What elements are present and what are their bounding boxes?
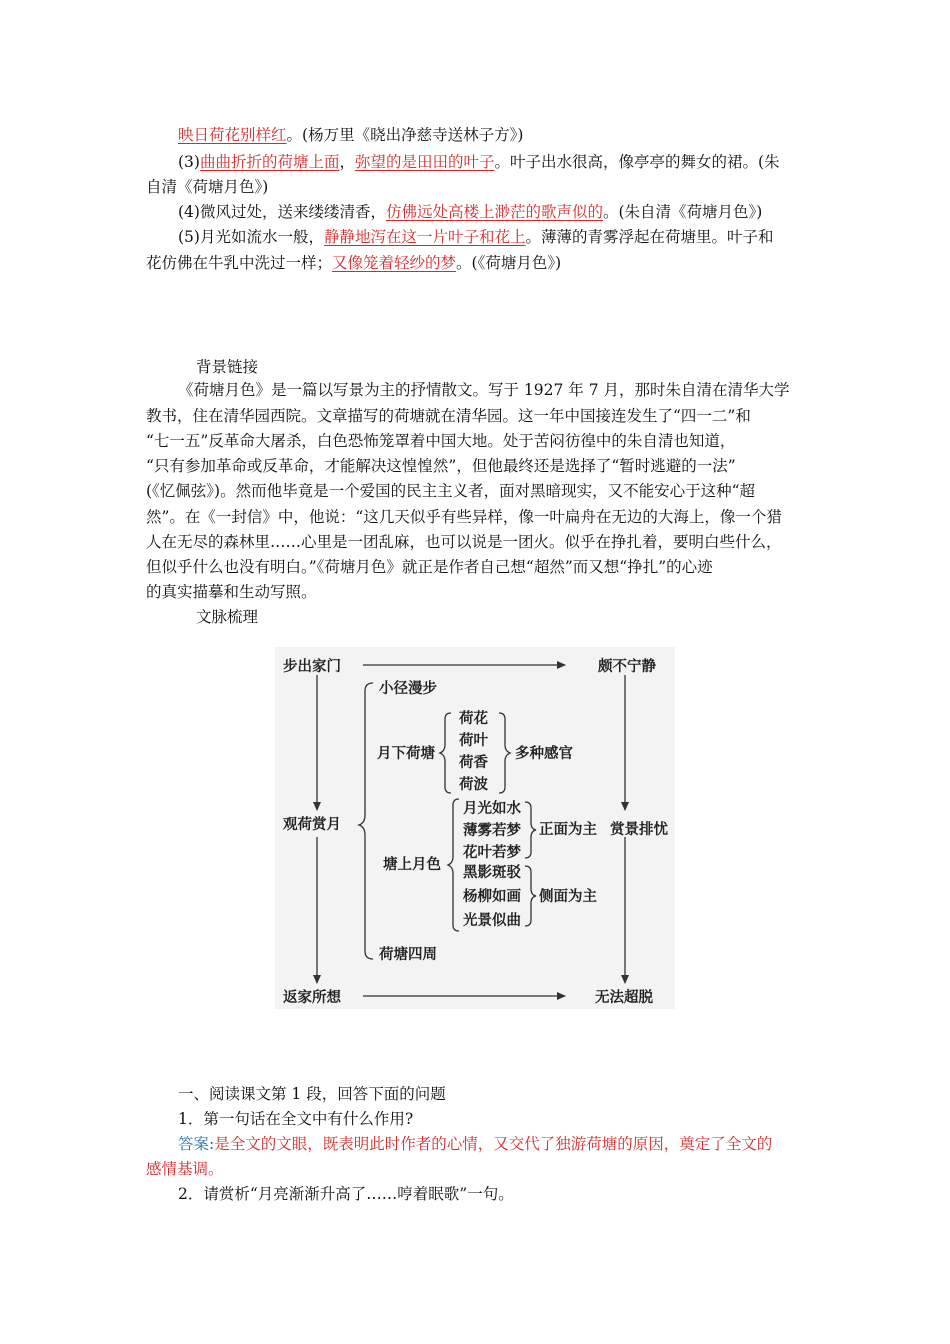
quote-source: 。(《荷塘月色》) xyxy=(456,254,562,272)
quote-text: 花仿佛在牛乳中洗过一样； xyxy=(146,254,333,272)
diagram-start: 步出家门 xyxy=(283,659,341,675)
answer-1 xyxy=(178,1133,772,1155)
diagram-side-item: 黑影斑驳 xyxy=(463,865,521,881)
quote-5-line2 xyxy=(146,252,561,274)
quote-text: 。叶子出水很高，像亭亭的舞女的裙。(朱 xyxy=(494,153,780,171)
quote-underlined: 仿佛远处高楼上渺茫的歌声似的 xyxy=(385,203,603,221)
brace-moon xyxy=(448,799,459,931)
brace-front xyxy=(525,802,536,858)
structure-diagram xyxy=(275,647,675,1009)
diagram-senses: 多种感官 xyxy=(515,746,573,762)
quote-text: 。薄薄的青雾浮起在荷塘里。叶子和 xyxy=(525,228,774,246)
quote-source: 。(朱自清《荷塘月色》) xyxy=(602,203,763,221)
diagram-lotus-item: 荷叶 xyxy=(459,733,488,749)
diagram-path: 小径漫步 xyxy=(379,681,437,697)
background-heading: 背景链接 xyxy=(196,358,259,376)
answer-1-line2: 感情基调。 xyxy=(146,1160,224,1178)
brace-side xyxy=(525,866,536,926)
brace-main xyxy=(359,683,373,959)
quote-underlined: 映日荷花别样红 xyxy=(178,126,287,144)
quote-underlined: 曲曲折折的荷塘上面 xyxy=(199,153,340,171)
background-line: 然”。在《一封信》中，他说：“这几天似乎有些异样，像一叶扁舟在无边的大海上，像一个猎 xyxy=(146,508,782,526)
background-line: “只有参加革命或反革命，才能解决这惶惶然”，但他最终还是选择了“暂时逃避的一法” xyxy=(146,457,736,475)
quote-3 xyxy=(178,151,780,173)
quote-underlined: 静静地泻在这一片叶子和花上 xyxy=(323,228,526,246)
diagram-side-item: 杨柳如画 xyxy=(463,889,521,905)
diagram-front-item: 花叶若梦 xyxy=(463,845,521,861)
diagram-lotus-pond: 月下荷塘 xyxy=(377,746,435,762)
diagram-side-label: 侧面为主 xyxy=(539,889,597,905)
background-line: 的真实描摹和生动写照。 xyxy=(146,583,317,601)
quote-text: (4)微风过处，送来缕缕清香， xyxy=(178,203,386,221)
quote-number: (3) xyxy=(178,153,200,171)
background-line: 人在无尽的森林里……心里是一团乱麻，也可以说是一团火。似乎在挣扎着，要明白些什么， xyxy=(146,533,782,551)
structure-heading: 文脉梳理 xyxy=(196,608,259,626)
diagram-moon-pond: 塘上月色 xyxy=(383,857,441,873)
diagram-mood-end: 无法超脱 xyxy=(595,990,653,1006)
brace-lotus xyxy=(440,713,451,793)
quote-3-line2: 自清《荷塘月色》) xyxy=(146,178,269,196)
quote-text: (5)月光如流水一般， xyxy=(178,228,324,246)
background-line: (《忆佩弦》)。然而他毕竟是一个爱国的民主主义者，面对黑暗现实，又不能安心于这种“超 xyxy=(146,482,756,500)
question-1: 1．第一句话在全文中有什么作用? xyxy=(178,1110,414,1128)
answer-text: 是全文的文眼，既表明此时作者的心情，又交代了独游荷塘的原因，奠定了全文的 xyxy=(214,1135,773,1153)
quote-5 xyxy=(178,226,774,248)
quote-2-tail xyxy=(178,124,523,146)
section-title: 一、阅读课文第 1 段，回答下面的问题 xyxy=(178,1085,446,1103)
diagram-lotus-item: 荷花 xyxy=(459,711,488,727)
diagram-front-item: 薄雾若梦 xyxy=(463,823,521,839)
quote-4 xyxy=(178,201,762,223)
diagram-front-item: 月光如水 xyxy=(463,801,521,817)
quote-underlined: 弥望的是田田的叶子 xyxy=(355,153,495,171)
diagram-side-item: 光景似曲 xyxy=(463,913,521,929)
background-line: 教书，住在清华园西院。文章描写的荷塘就在清华园。这一年中国接连发生了“四一二”和 xyxy=(146,407,751,425)
quote-underlined: 又像笼着轻纱的梦 xyxy=(332,254,457,272)
diagram-lotus-item: 荷香 xyxy=(459,755,488,771)
diagram-surround: 荷塘四周 xyxy=(379,947,437,963)
quote-source: 。(杨万里《晓出净慈寺送林子方》) xyxy=(286,126,524,144)
answer-label: 答案: xyxy=(178,1135,215,1153)
question-2: 2．请赏析“月亮渐渐升高了……哼着眠歌”一句。 xyxy=(178,1185,514,1203)
diagram-mood-mid: 赏景排忧 xyxy=(610,822,668,838)
diagram-lotus-item: 荷波 xyxy=(459,777,488,793)
brace-lotus-right xyxy=(499,713,510,793)
diagram-watch: 观荷赏月 xyxy=(283,817,341,833)
background-line: 《荷塘月色》是一篇以写景为主的抒情散文。写于 1927 年 7 月，那时朱自清在清华大学 xyxy=(178,381,790,399)
diagram-mood-start: 颇不宁静 xyxy=(598,659,656,675)
diagram-return: 返家所想 xyxy=(283,990,341,1006)
quote-punct: ， xyxy=(339,153,355,171)
background-line: “七一五”反革命大屠杀，白色恐怖笼罩着中国大地。处于苦闷彷徨中的朱自清也知道， xyxy=(146,432,736,450)
background-line: 但似乎什么也没有明白。”《荷塘月色》就正是作者自己想“超然”而又想“挣扎”的心迹 xyxy=(146,558,713,576)
diagram-front-label: 正面为主 xyxy=(539,822,597,838)
